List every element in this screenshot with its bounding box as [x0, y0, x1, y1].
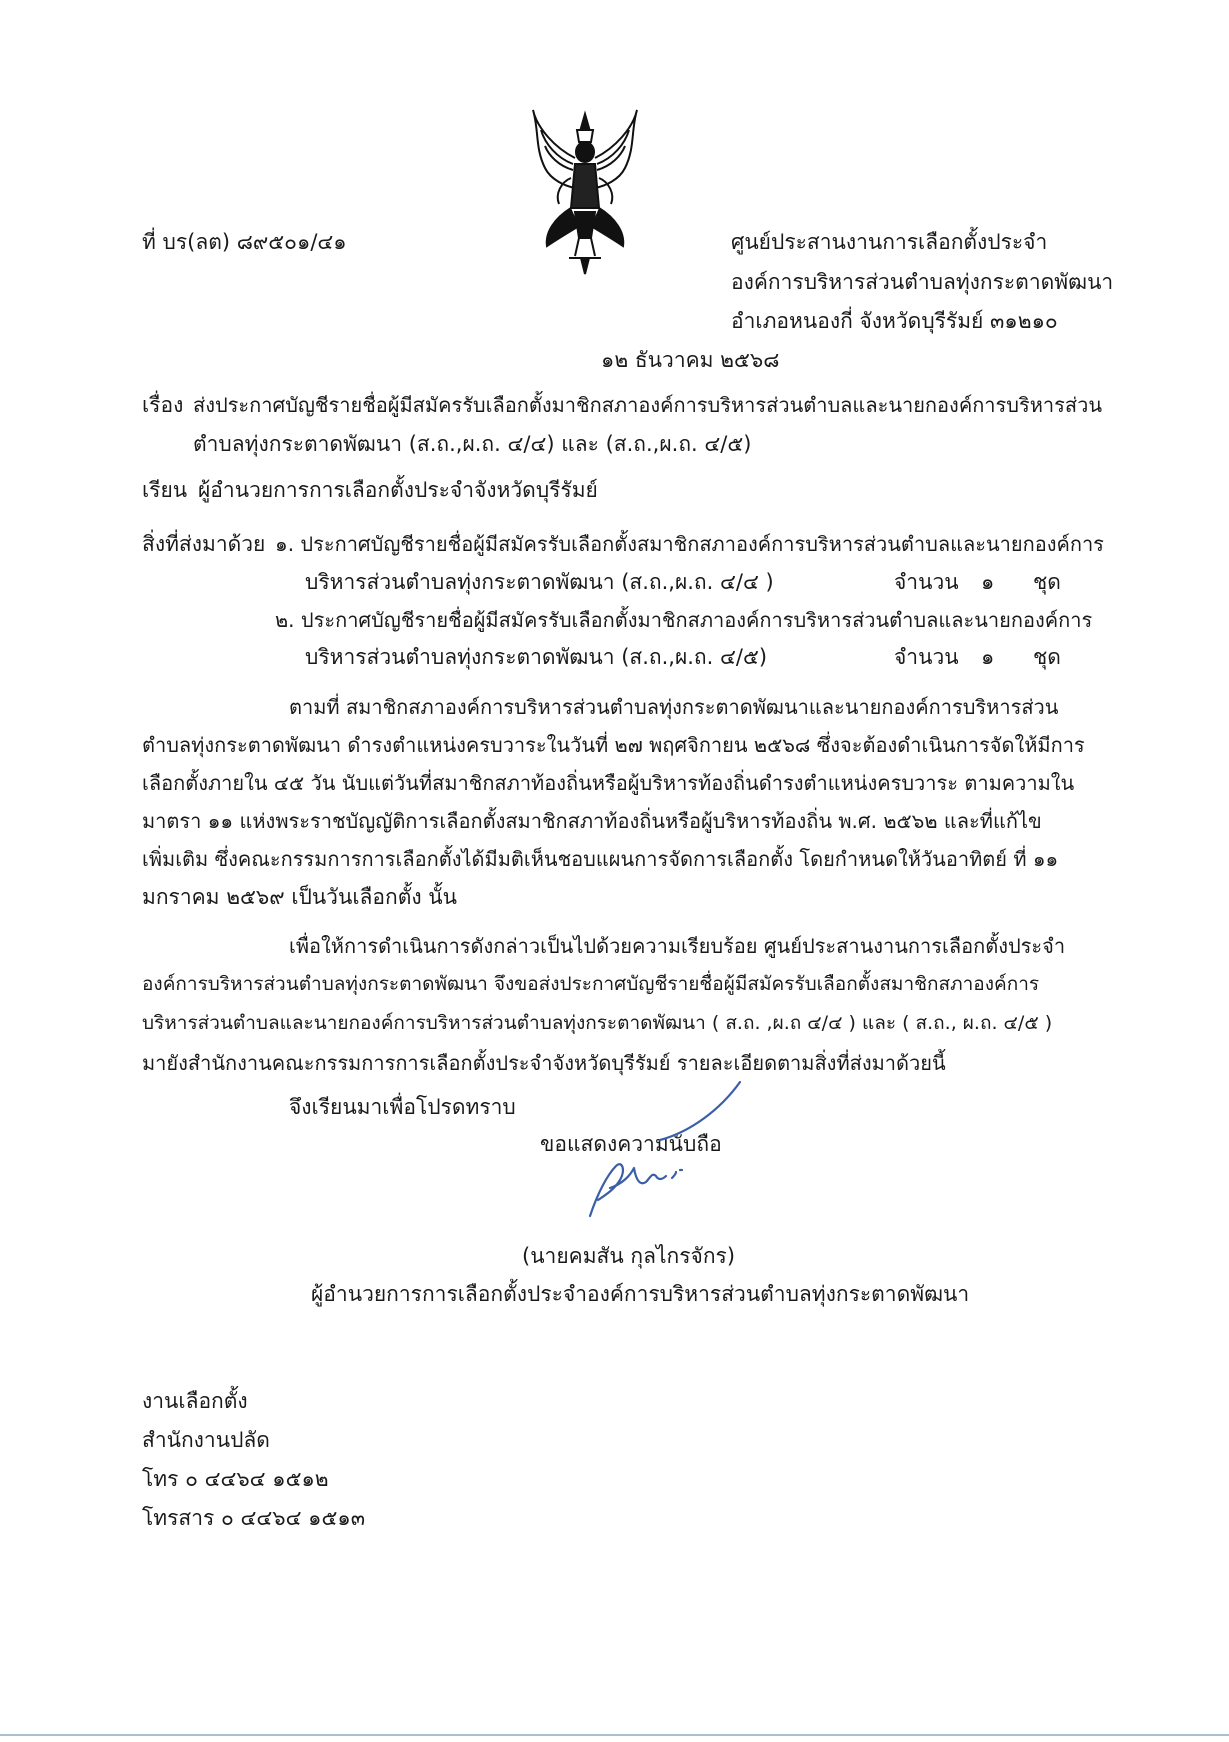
para2-line-4: มายังสำนักงานคณะกรรมการการเลือกตั้งประจำจังหวัดบุรีรัมย์ รายละเอียดตามสิ่งที่ส่งมาด้วยนี้ — [142, 1051, 946, 1075]
para1-line-4: มาตรา ๑๑ แห่งพระราชบัญญัติการเลือกตั้งสมาชิกสภาท้องถิ่นหรือผู้บริหารท้องถิ่น พ.ศ. ๒๕๖๒ และที่แก้ไข — [142, 809, 1042, 833]
enclosure-1-qty-label: จำนวน — [894, 570, 959, 594]
para1-line-3: เลือกตั้งภายใน ๔๕ วัน นับแต่วันที่สมาชิกสภาท้องถิ่นหรือผู้บริหารท้องถิ่นดำรงตำแหน่งครบวาระ ตามความใน — [142, 771, 1075, 795]
subject-line-1: ส่งประกาศบัญชีรายชื่อผู้มีสมัครรับเลือกตั้งมาชิกสภาองค์การบริหารส่วนตำบลและนายกองค์การบริหารส่วน — [193, 393, 1102, 417]
para1-line-1: ตามที่ สมาชิกสภาองค์การบริหารส่วนตำบลทุ่งกระตาดพัฒนาและนายกองค์การบริหารส่วน — [289, 695, 1059, 719]
contact-phone: โทร ๐ ๔๔๖๔ ๑๕๑๒ — [142, 1467, 329, 1491]
enclosure-1-line-1: ๑. ประกาศบัญชีรายชื่อผู้มีสมัครรับเลือกตั้งสมาชิกสภาองค์การบริหารส่วนตำบลและนายกองค์การ — [275, 532, 1104, 556]
para1-line-5: เพิ่มเติม ซึ่งคณะกรรมการการเลือกตั้งได้มีมติเห็นชอบแผนการจัดการเลือกตั้ง โดยกำหนดให้วันอาทิตย์ ที่ ๑๑ — [142, 847, 1059, 871]
contact-unit: งานเลือกตั้ง — [142, 1389, 248, 1413]
garuda-emblem-icon — [525, 108, 645, 278]
para2-line-2: องค์การบริหารส่วนตำบลทุ่งกระตาดพัฒนา จึงขอส่งประกาศบัญชีรายชื่อผู้มีสมัครรับเลือกตั้งสมาชิกสภาองค์การ — [142, 973, 1040, 995]
enclosure-1-qty: ๑ — [981, 570, 995, 594]
enclosure-2-line-1: ๒. ประกาศบัญชีรายชื่อผู้มีสมัครรับเลือกตั้งมาชิกสภาองค์การบริหารส่วนตำบลและนายกองค์การ — [275, 608, 1093, 632]
enclosure-1-unit: ชุด — [1033, 570, 1061, 594]
handwritten-signature — [570, 1080, 750, 1220]
enclosure-2-unit: ชุด — [1033, 645, 1061, 669]
subject-label: เรื่อง — [142, 393, 184, 417]
reference-number: ที่ บร(ลต) ๘๙๕๐๑/๔๑ — [142, 230, 347, 254]
subject-line-2: ตำบลทุ่งกระตาดพัฒนา (ส.ถ.,ผ.ถ. ๔/๔) และ (ส.ถ.,ผ.ถ. ๔/๕) — [193, 432, 752, 456]
regards-text: ขอแสดงความนับถือ — [540, 1132, 722, 1156]
enclosures-label: สิ่งที่ส่งมาด้วย — [142, 532, 266, 556]
enclosure-2-qty: ๑ — [981, 645, 995, 669]
enclosure-2-qty-label: จำนวน — [894, 645, 959, 669]
para2-line-3: บริหารส่วนตำบลและนายกองค์การบริหารส่วนตำบลทุ่งกระตาดพัฒนา ( ส.ถ. ,ผ.ถ ๔/๔ ) และ ( ส.ถ., ผ.ถ. ๔/๕ ) — [142, 1012, 1053, 1034]
signer-position: ผู้อำนวยการการเลือกตั้งประจำองค์การบริหารส่วนตำบลทุ่งกระตาดพัฒนา — [311, 1282, 970, 1306]
letter-date: ๑๒ ธันวาคม ๒๕๖๘ — [601, 348, 780, 372]
closing-text: จึงเรียนมาเพื่อโปรดทราบ — [289, 1095, 516, 1119]
recipient-label: เรียน — [142, 478, 188, 502]
contact-fax: โทรสาร ๐ ๔๔๖๔ ๑๕๑๓ — [142, 1506, 366, 1530]
para1-line-6: มกราคม ๒๕๖๙ เป็นวันเลือกตั้ง นั้น — [142, 885, 457, 909]
sender-line-2: องค์การบริหารส่วนตำบลทุ่งกระตาดพัฒนา — [731, 270, 1114, 294]
sender-line-3: อำเภอหนองกี่ จังหวัดบุรีรัมย์ ๓๑๒๑๐ — [731, 309, 1058, 333]
para1-line-2: ตำบลทุ่งกระตาดพัฒนา ดำรงตำแหน่งครบวาระในวันที่ ๒๗ พฤศจิกายน ๒๕๖๘ ซึ่งจะต้องดำเนินการจัดให้มีการ — [142, 733, 1085, 757]
scan-edge-rule — [0, 1734, 1229, 1736]
signer-name: (นายคมสัน กุลไกรจักร) — [522, 1244, 736, 1268]
enclosure-2-line-2: บริหารส่วนตำบลทุ่งกระตาดพัฒนา (ส.ถ.,ผ.ถ. ๔/๕) — [305, 645, 768, 669]
recipient-text: ผู้อำนวยการการเลือกตั้งประจำจังหวัดบุรีรัมย์ — [198, 478, 598, 502]
contact-office: สำนักงานปลัด — [142, 1428, 270, 1452]
sender-line-1: ศูนย์ประสานงานการเลือกตั้งประจำ — [731, 230, 1048, 254]
enclosure-1-line-2: บริหารส่วนตำบลทุ่งกระตาดพัฒนา (ส.ถ.,ผ.ถ. ๔/๔ ) — [305, 570, 774, 594]
para2-line-1: เพื่อให้การดำเนินการดังกล่าวเป็นไปด้วยความเรียบร้อย ศูนย์ประสานงานการเลือกตั้งประจำ — [289, 934, 1066, 958]
